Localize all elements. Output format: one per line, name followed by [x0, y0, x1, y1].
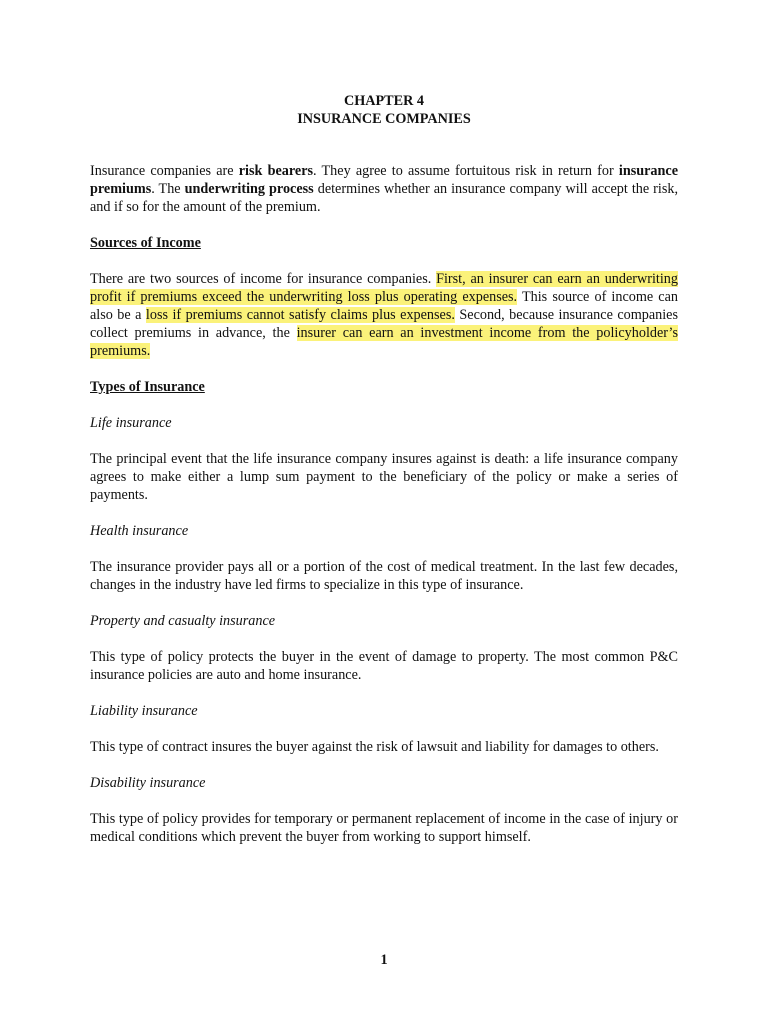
sources-text-1: There are two sources of income for insurance companies.	[90, 271, 437, 287]
sources-highlight-1: First, an insurer can earn an underwriting profit if premiums exceed the underwriting loss plus operating expenses.	[90, 271, 678, 305]
paragraph-property-casualty-insurance: This type of policy protects the buyer in the event of damage to property. The most common P&C insurance policies are auto and home insurance.	[90, 649, 678, 683]
page-number: 1	[380, 952, 388, 968]
paragraph-life-insurance: The principal event that the life insurance company insures against is death: a life insurance company agrees to make either a lump sum payment to the beneficiary of the policy or make a series of payments.	[90, 451, 678, 503]
subheading-life-insurance: Life insurance	[90, 415, 172, 431]
subheading-liability-insurance: Liability insurance	[90, 703, 198, 719]
intro-paragraph	[90, 162, 678, 216]
section-heading-sources-of-income: Sources of Income	[90, 235, 201, 251]
sources-paragraph	[90, 270, 678, 360]
chapter-title: INSURANCE COMPANIES	[297, 111, 471, 127]
subheading-property-casualty-insurance: Property and casualty insurance	[90, 613, 276, 629]
subheading-disability-insurance: Disability insurance	[90, 775, 206, 791]
sources-highlight-2: loss if premiums cannot satisfy claims plus expenses.	[145, 307, 455, 323]
subheading-health-insurance: Health insurance	[90, 523, 189, 539]
paragraph-liability-insurance: This type of contract insures the buyer against the risk of lawsuit and liability for damages to others.	[90, 739, 659, 755]
sources-highlight-3: insurer can earn an investment income from the policyholder’s premiums.	[90, 325, 678, 359]
intro-bold-underwriting-process: underwriting process	[184, 181, 314, 197]
intro-text-3: . The	[151, 181, 185, 197]
sources-text-3: Second, because insurance companies collect premiums in advance, the	[90, 307, 678, 341]
intro-bold-risk-bearers: risk bearers	[238, 163, 314, 179]
intro-text-4: determines whether an insurance company will accept the risk, and if so for the amount of the premium.	[90, 181, 679, 215]
intro-text-2: . They agree to assume fortuitous risk in return for	[313, 163, 619, 179]
sources-text-2: This source of income can also be a	[90, 289, 678, 323]
section-heading-types-of-insurance: Types of Insurance	[90, 379, 205, 395]
chapter-number: CHAPTER 4	[343, 93, 424, 109]
paragraph-health-insurance: The insurance provider pays all or a portion of the cost of medical treatment. In the last few decades, changes in the industry have led firms to specialize in this type of insurance.	[90, 559, 678, 593]
document-page	[90, 92, 678, 846]
paragraph-disability-insurance: This type of policy provides for temporary or permanent replacement of income in the case of injury or medical conditions which prevent the buyer from working to support himself.	[90, 811, 678, 845]
intro-bold-insurance-premiums: insurance premiums	[90, 163, 679, 197]
intro-text-1: Insurance companies are	[90, 163, 239, 179]
